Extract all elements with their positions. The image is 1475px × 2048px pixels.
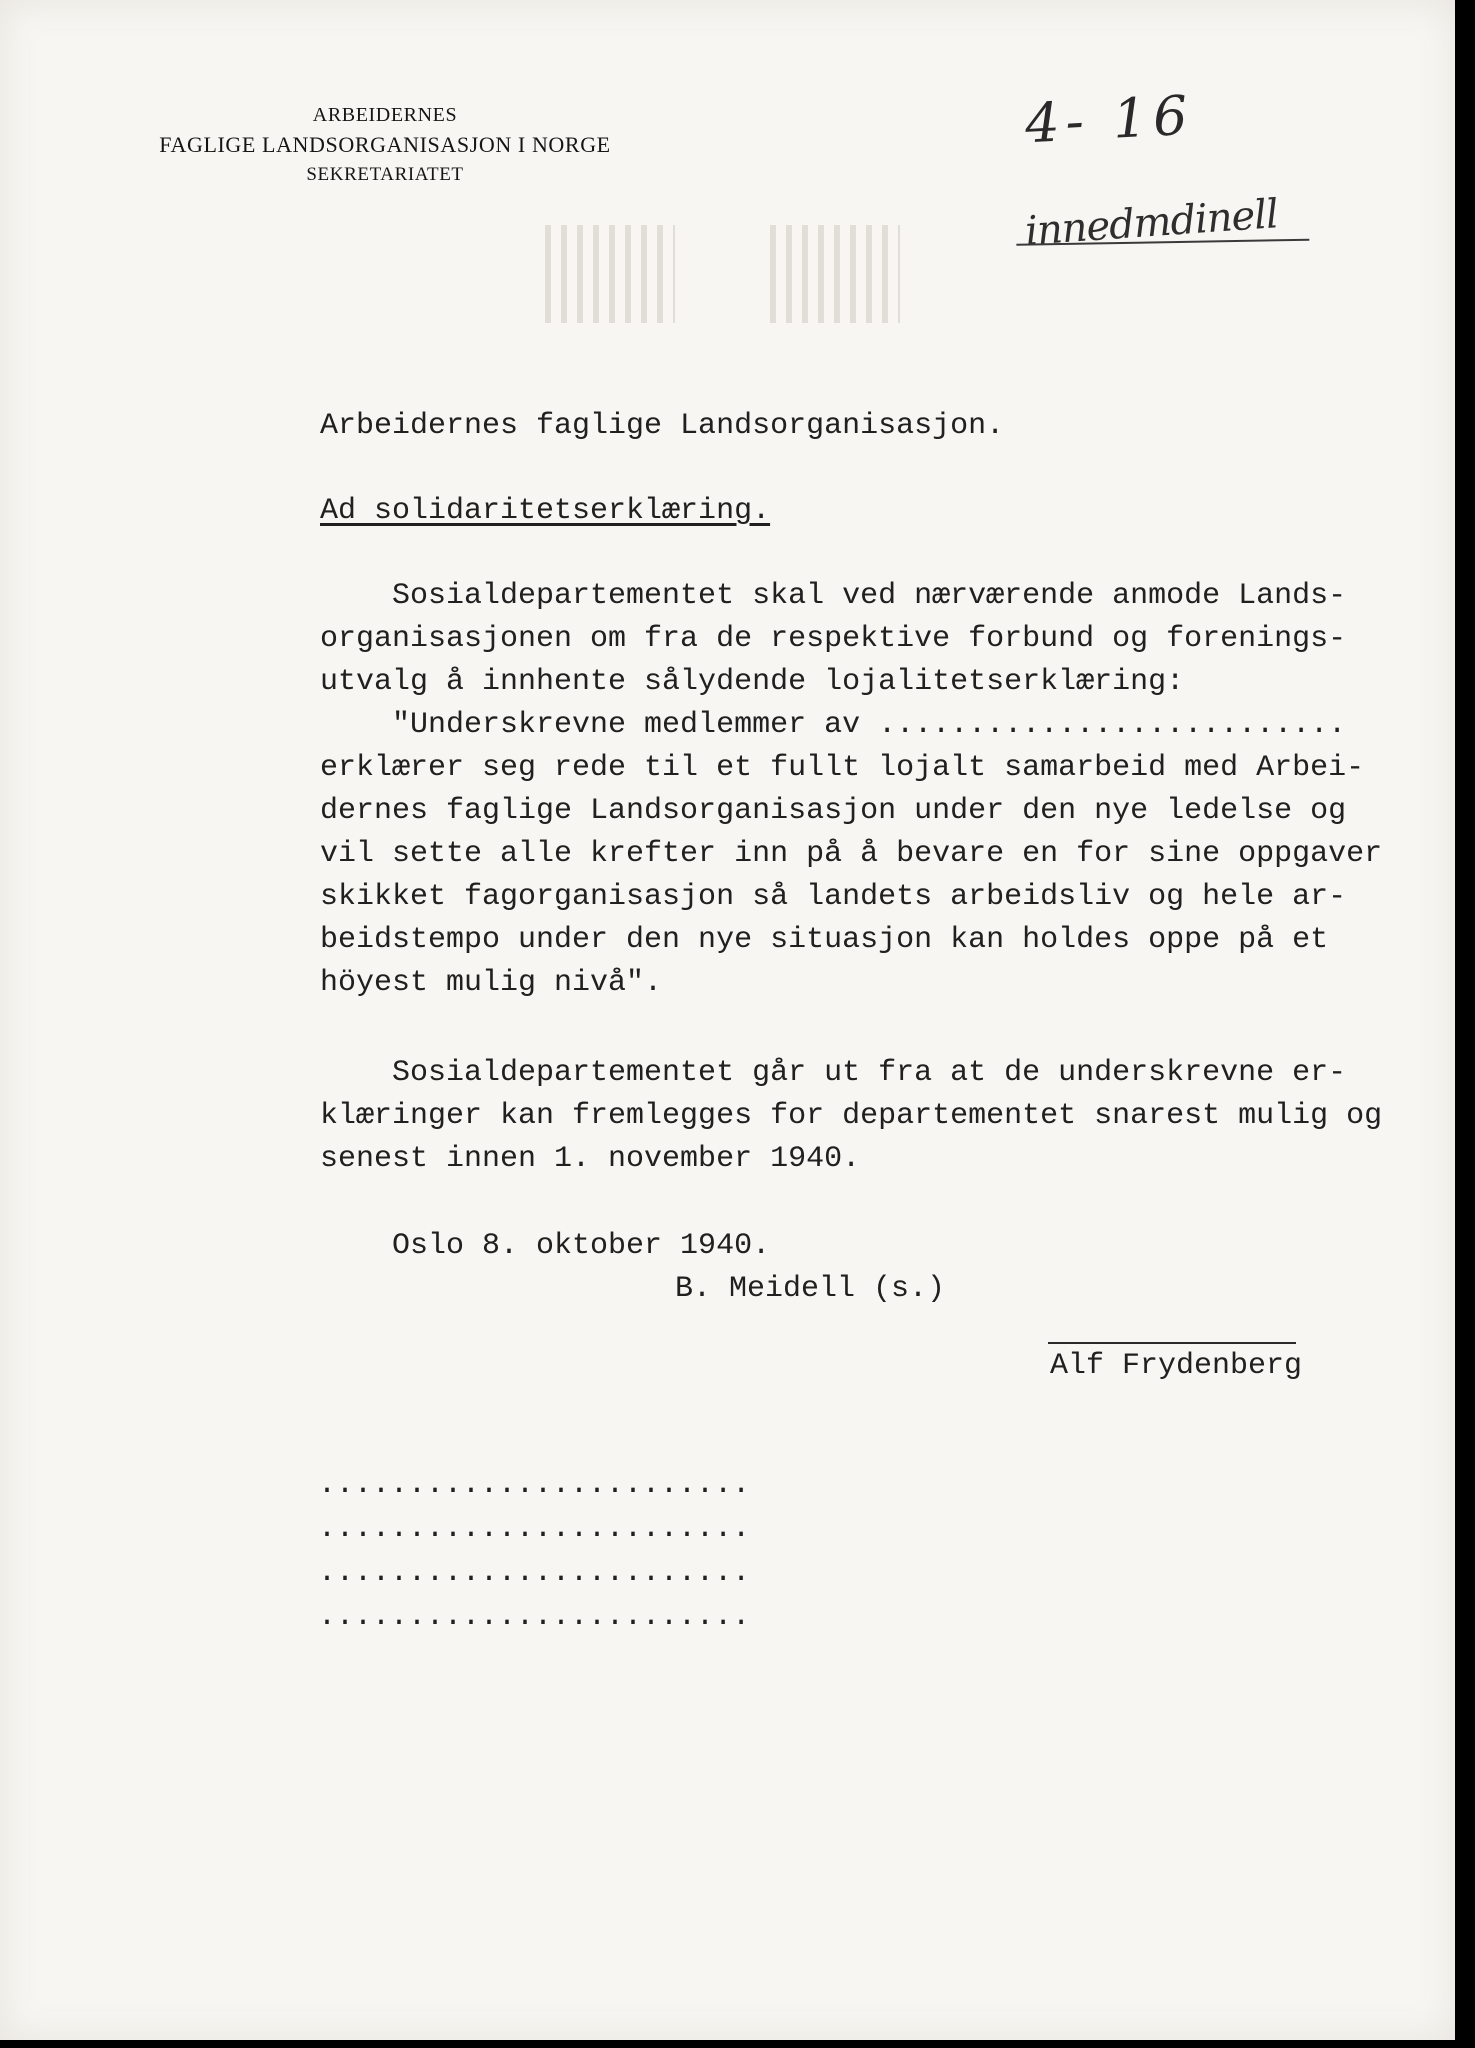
paragraph-2-line: klæringer kan fremlegges for departementet snarest mulig og (320, 1099, 1383, 1133)
signature-dotted-line: ........................ (318, 1468, 751, 1502)
subject-line: Ad solidaritetserklæring. (320, 494, 771, 528)
paragraph-1-line: erklærer seg rede til et fullt lojalt samarbeid med Arbei- (320, 751, 1365, 785)
paragraph-1-line: höyest mulig nivå". (320, 966, 663, 1000)
handwritten-reference: 4- 16 (1023, 83, 1196, 156)
paragraph-2-line: senest innen 1. november 1940. (320, 1142, 861, 1176)
addressee: Arbeidernes faglige Landsorganisasjon. (320, 409, 1005, 443)
handwritten-note: innedmdinell (1023, 191, 1280, 255)
faded-stamp-right (770, 225, 900, 323)
paragraph-1-line: skikket fagorganisasjon så landets arbeidsliv og hele ar- (320, 880, 1347, 914)
letterhead (95, 100, 675, 190)
paragraph-1-line: vil sette alle krefter inn på å bevare en for sine oppgaver (320, 837, 1383, 871)
signatory: B. Meidell (s.) (675, 1272, 946, 1306)
letterhead-org-line-2: FAGLIGE LANDSORGANISASJON I NORGE (159, 132, 611, 157)
paragraph-2-line: Sosialdepartementet går ut fra at de underskrevne er- (320, 1056, 1347, 1090)
faded-stamp-left (545, 225, 675, 323)
paragraph-1-line: dernes faglige Landsorganisasjon under den nye ledelse og (320, 794, 1347, 828)
signature-dotted-line: ........................ (318, 1512, 751, 1546)
signature-dotted-line: ........................ (318, 1600, 751, 1634)
countersignature: Alf Frydenberg (1050, 1349, 1303, 1383)
letterhead-department: SEKRETARIATET (306, 164, 464, 185)
place-and-date: Oslo 8. oktober 1940. (320, 1229, 771, 1263)
letterhead-org-line-1: ARBEIDERNES (312, 104, 458, 126)
signature-dotted-line: ........................ (318, 1556, 751, 1590)
paragraph-1-line: organisasjonen om fra de respektive forbund og forenings- (320, 622, 1347, 656)
paragraph-1-line: Sosialdepartementet skal ved nærværende anmode Lands- (320, 579, 1347, 613)
paragraph-1-line: utvalg å innhente sålydende lojalitetserklæring: (320, 665, 1185, 699)
paragraph-1-line: "Underskrevne medlemmer av .......................... (320, 708, 1347, 742)
paragraph-1-line: beidstempo under den nye situasjon kan holdes oppe på et (320, 923, 1329, 957)
signature-rule (1048, 1342, 1296, 1344)
